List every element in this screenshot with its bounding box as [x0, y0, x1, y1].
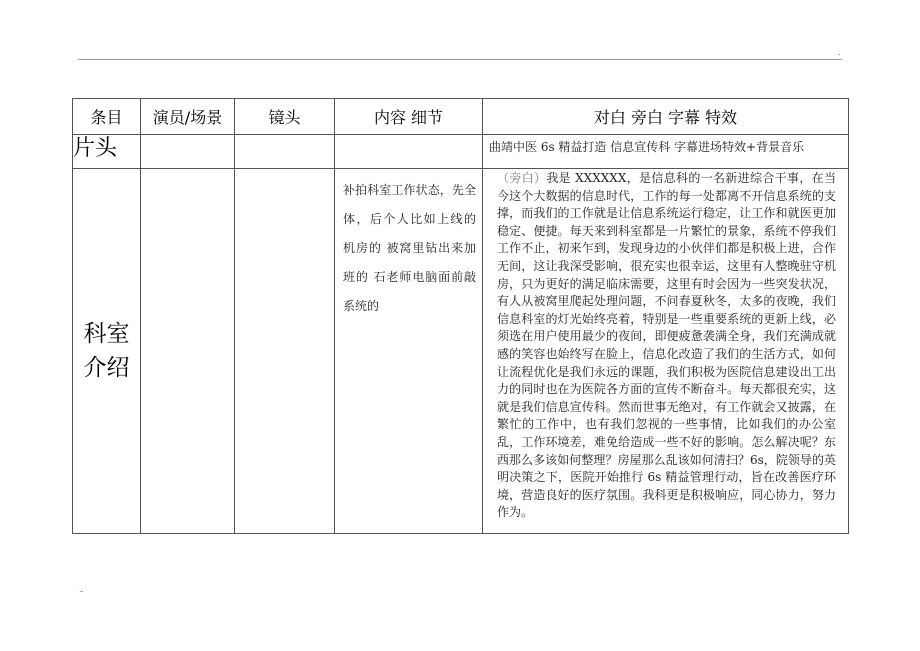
narration-tag: （旁白） [497, 171, 547, 185]
dialogue-cell: 曲靖中医 6s 精益打造 信息宣传科 字幕进场特效+背景音乐 [483, 135, 849, 169]
header-item: 条目 [73, 99, 141, 135]
header-dialogue: 对白 旁白 字幕 特效 [483, 99, 849, 135]
narration-text: 我是 XXXXXX，是信息科的一名新进综合干事，在当今这个大数据的信息时代，工作的每一处都离不开信息系统的支撑，而我们的工作就是让信息系统运行稳定，让工作和就医更加稳定、便捷。每天来到科室都是一片繁忙的景象，系统不停我们工作不止，初来乍到，发现身边的小伙伴们都是积极上进，合作无间，这让我深受影响，很充实也很幸运，这里有人整晚驻守机房，只为更好的满足临床需要，这里有时会因为一些突发状况，有人从被窝里爬起处理问题，不问春夏秋冬，太多的夜晚，我们信息科室的灯光始终亮着，特别是一些重要系统的更新上线，必须选在用户使用最少的夜间，即便疲惫袭满全身，我们充满成就感的笑容也始终写在脸上，信息化改造了我们的生活方式，如何让流程优化是我们永远的课题，我们积极为医院信息建设出工出力的同时也在为医院各方面的宣传不断奋斗。每天都很充实，这就是我们信息宣传科。然而世事无绝对，有工作就会又披露，在繁忙的工作中，也有我们忽视的一些事情，比如我们的办公室乱，工作环境差，难免给造成一些不好的影响。怎么解决呢？东西那么多该如何整理？房屋那么乱该如何清扫？6s，院领导的英明决策之下，医院开始推行 6s 精益管理行动，旨在改善医疗环境，营造良好的医疗氛围。我科更是积极响应，同心协力，努力作为。 [497, 171, 836, 520]
actor-scene-cell [141, 135, 235, 169]
table-row [73, 135, 849, 169]
header-actor-scene: 演员/场景 [141, 99, 235, 135]
item-cell: 片头 [73, 135, 141, 169]
content-cell [335, 135, 483, 169]
header-shot: 镜头 [235, 99, 335, 135]
item-cell [73, 169, 141, 534]
shot-cell [235, 135, 335, 169]
actor-scene-cell [141, 169, 235, 534]
content-cell: 补拍科室工作状态，先全体，后个人比如上线的 机房的 被窝里钻出来加班的 石老师电脑面前敲系统的 [335, 169, 483, 534]
item-label: 科室介绍 [83, 321, 130, 381]
dialogue-cell [483, 169, 849, 534]
shot-cell [235, 169, 335, 534]
corner-mark-top: . [838, 48, 841, 57]
corner-mark-bottom: .. [79, 585, 85, 594]
header-content: 内容 细节 [335, 99, 483, 135]
script-table [72, 98, 849, 534]
header-rule [78, 59, 842, 60]
table-row [73, 169, 849, 534]
header-row [73, 99, 849, 135]
